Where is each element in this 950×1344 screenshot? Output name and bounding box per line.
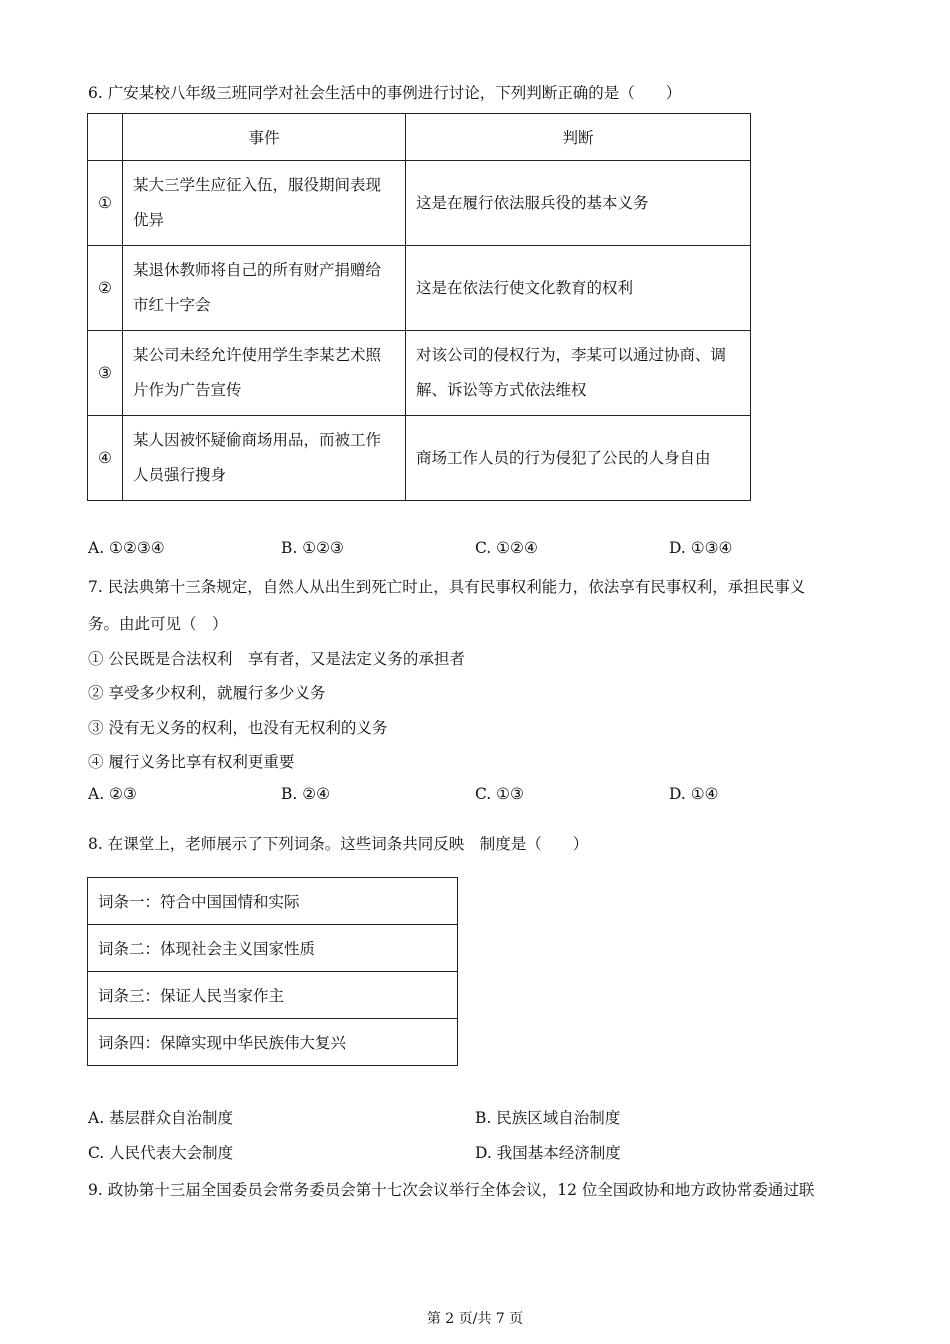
q8-option-d[interactable]: D. 我国基本经济制度	[475, 1144, 621, 1162]
term-item: 词条三：保证人民当家作主	[88, 972, 458, 1019]
term-item: 词条二：体现社会主义国家性质	[88, 925, 458, 972]
row-judgment: 这是在依法行使文化教育的权利	[406, 246, 751, 331]
row-number: ①	[88, 161, 123, 246]
table-header-event: 事件	[123, 114, 406, 161]
q7-statement: ② 享受多少权利，就履行多少义务	[88, 684, 326, 702]
question-9-stem: 9. 政协第十三届全国委员会常务委员会第十七次会议举行全体会议，12 位全国政协和地方政协常委通过联	[88, 1181, 815, 1199]
page-footer: 第 2 页/共 7 页	[426, 1311, 524, 1327]
row-event: 某大三学生应征入伍，服役期间表现优异	[123, 161, 406, 246]
table-header-row	[88, 114, 751, 161]
q6-option-c[interactable]: C. ①②④	[475, 539, 538, 557]
term-item: 词条四：保障实现中华民族伟大复兴	[88, 1019, 458, 1066]
question-7-stem-line2: 务。由此可见（ ）	[88, 615, 228, 633]
q6-option-b[interactable]: B. ①②③	[281, 539, 344, 557]
row-number: ②	[88, 246, 123, 331]
row-judgment: 商场工作人员的行为侵犯了公民的人身自由	[406, 416, 751, 501]
term-item: 词条一：符合中国国情和实际	[88, 878, 458, 925]
q6-option-a[interactable]: A. ①②③④	[88, 539, 165, 557]
terms-table	[87, 877, 458, 1066]
table-header-blank	[88, 114, 123, 161]
row-judgment: 这是在履行依法服兵役的基本义务	[406, 161, 751, 246]
q8-option-b[interactable]: B. 民族区域自治制度	[475, 1109, 621, 1127]
q7-option-a[interactable]: A. ②③	[88, 785, 137, 803]
row-event: 某退休教师将自己的所有财产捐赠给市红十字会	[123, 246, 406, 331]
table-row	[88, 246, 751, 331]
table-row	[88, 331, 751, 416]
question-7-stem-line1: 7. 民法典第十三条规定，自然人从出生到死亡时止，具有民事权利能力，依法享有民事权利，承担民事义	[88, 578, 806, 596]
q8-option-c[interactable]: C. 人民代表大会制度	[88, 1144, 234, 1162]
row-event: 某公司未经允许使用学生李某艺术照片作为广告宣传	[123, 331, 406, 416]
row-number: ④	[88, 416, 123, 501]
q7-statement: ① 公民既是合法权利 享有者，又是法定义务的承担者	[88, 650, 465, 668]
q6-option-d[interactable]: D. ①③④	[669, 539, 733, 557]
q7-option-c[interactable]: C. ①③	[475, 785, 524, 803]
q7-statement: ③ 没有无义务的权利，也没有无权利的义务	[88, 719, 388, 737]
question-8-stem: 8. 在课堂上，老师展示了下列词条。这些词条共同反映 制度是（ ）	[88, 835, 589, 853]
table-header-judgment: 判断	[406, 114, 751, 161]
events-table	[87, 113, 751, 501]
table-row	[88, 416, 751, 501]
q8-option-a[interactable]: A. 基层群众自治制度	[88, 1109, 234, 1127]
question-6-stem: 6. 广安某校八年级三班同学对社会生活中的事例进行讨论，下列判断正确的是（ ）	[88, 84, 682, 102]
q7-option-d[interactable]: D. ①④	[669, 785, 719, 803]
q7-statement: ④ 履行义务比享有权利更重要	[88, 753, 295, 771]
table-row	[88, 161, 751, 246]
row-number: ③	[88, 331, 123, 416]
q7-option-b[interactable]: B. ②④	[281, 785, 331, 803]
row-judgment: 对该公司的侵权行为，李某可以通过协商、调解、诉讼等方式依法维权	[406, 331, 751, 416]
row-event: 某人因被怀疑偷商场用品，而被工作人员强行搜身	[123, 416, 406, 501]
